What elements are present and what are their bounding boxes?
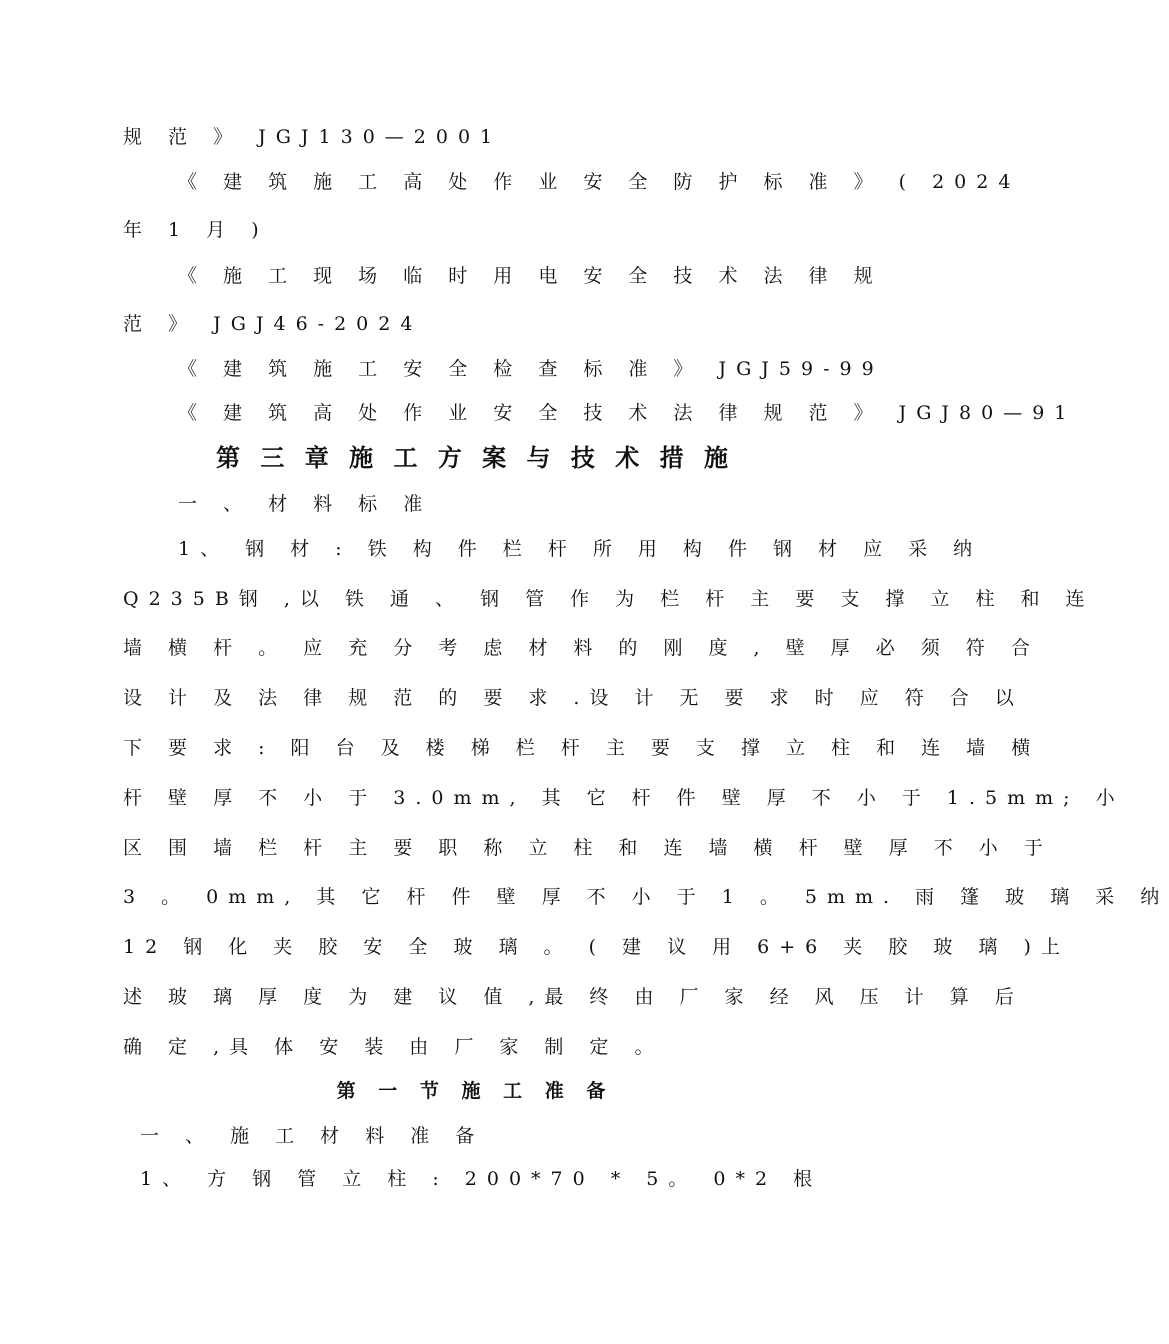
reference-line-2: 《 建 筑 施 工 高 处 作 业 安 全 防 护 标 准 》 ( 2024 <box>178 171 1021 193</box>
paragraph-line-2: Q235B钢 ,以 铁 通 、 钢 管 作 为 栏 杆 主 要 支 撑 立 柱 和 连 <box>123 588 1095 610</box>
paragraph-line-11: 确 定 ,具 体 安 装 由 厂 家 制 定 。 <box>123 1036 664 1058</box>
reference-line-3: 年 1 月 ) <box>123 219 269 241</box>
material-standard-heading: 一 、 材 料 标 准 <box>178 493 433 515</box>
paragraph-line-1: 1、 钢 材 : 铁 构 件 栏 杆 所 用 构 件 钢 材 应 采 纳 <box>178 538 983 560</box>
paragraph-line-4: 设 计 及 法 律 规 范 的 要 求 .设 计 无 要 求 时 应 符 合 以 <box>123 687 1024 709</box>
paragraph-line-8: 3 。 0mm, 其 它 杆 件 壁 厚 不 小 于 1 。 5mm. 雨 篷 玻 璃 采 纳 <box>123 886 1169 908</box>
paragraph-line-10: 述 玻 璃 厚 度 为 建 议 值 ,最 终 由 厂 家 经 风 压 计 算 后 <box>123 986 1024 1008</box>
chapter-title: 第 三 章 施 工 方 案 与 技 术 措 施 <box>216 443 734 472</box>
prep-heading: 一 、 施 工 材 料 准 备 <box>140 1125 485 1147</box>
paragraph-line-6: 杆 壁 厚 不 小 于 3.0mm, 其 它 杆 件 壁 厚 不 小 于 1.5mm; 小 <box>123 787 1125 809</box>
reference-line-7: 《 建 筑 高 处 作 业 安 全 技 术 法 律 规 范 》 JGJ80—91 <box>178 402 1077 424</box>
paragraph-line-7: 区 围 墙 栏 杆 主 要 职 称 立 柱 和 连 墙 横 杆 壁 厚 不 小 于 <box>123 837 1053 859</box>
paragraph-line-9: 12 钢 化 夹 胶 安 全 玻 璃 。 ( 建 议 用 6+6 夹 胶 玻 璃 )上 <box>123 936 1070 958</box>
section-title: 第 一 节 施 工 准 备 <box>336 1080 614 1102</box>
prep-item-1: 1、 方 钢 管 立 柱 : 200*70 * 5。 0*2 根 <box>140 1168 823 1190</box>
reference-line-1: 规 范 》 JGJ130—2001 <box>123 126 503 148</box>
reference-line-4: 《 施 工 现 场 临 时 用 电 安 全 技 术 法 律 规 <box>178 265 883 287</box>
reference-line-6: 《 建 筑 施 工 安 全 检 查 标 准 》 JGJ59-99 <box>178 358 884 380</box>
paragraph-line-5: 下 要 求 : 阳 台 及 楼 梯 栏 杆 主 要 支 撑 立 柱 和 连 墙 横 <box>123 737 1041 759</box>
paragraph-line-3: 墙 横 杆 。 应 充 分 考 虑 材 料 的 刚 度 , 壁 厚 必 须 符 合 <box>123 637 1040 659</box>
reference-line-5: 范 》 JGJ46-2024 <box>123 313 423 335</box>
